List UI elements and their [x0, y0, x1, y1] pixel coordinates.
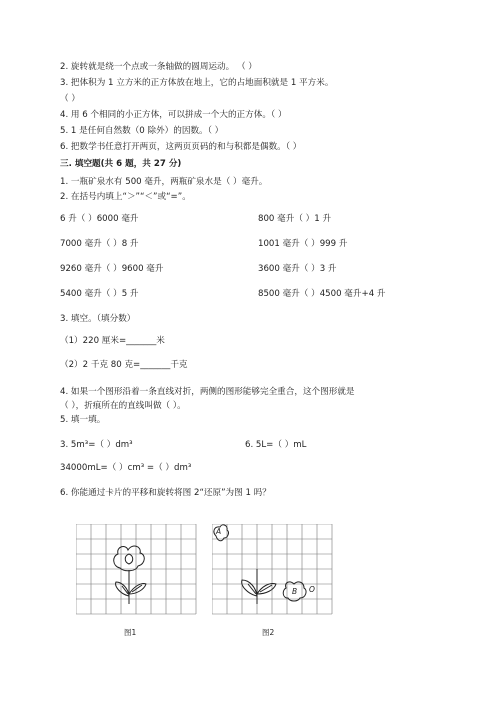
- question-6: 6. 你能通过卡片的平移和旋转将图 2“还原”为图 1 吗？: [60, 488, 271, 498]
- mark-b: B: [292, 587, 298, 596]
- judge-item-3-bracket: （ ）: [60, 94, 80, 104]
- question-1: 1. 一瓶矿泉水有 500 毫升，两瓶矿泉水是（ ）毫升。: [60, 177, 268, 187]
- question-5: 5. 填一填。: [60, 415, 106, 425]
- question-4-line2: （ ），折痕所在的直线叫做（ ）。: [60, 401, 186, 411]
- question-3: 3. 填空。（填分数）: [60, 314, 136, 324]
- figure-2-caption: 图2: [262, 628, 275, 637]
- judge-item-2: 2. 旋转就是绕一个点或一条轴做的圆周运动。 （ ）: [60, 62, 257, 72]
- q5-row1a: 3. 5m³=（ ）dm³: [60, 440, 133, 450]
- mark-a: A: [216, 527, 222, 536]
- compare-3a: 9260 毫升（ ）9600 毫升: [60, 264, 164, 274]
- question-3-a: （1）220 厘米=_______米: [60, 336, 165, 346]
- figure-1: [76, 524, 200, 624]
- judge-item-6: 6. 把数学书任意打开两页，这两页页码的和与积都是偶数。（ ）: [60, 142, 302, 152]
- compare-2a: 7000 毫升（ ）8 升: [60, 239, 139, 249]
- judge-item-3: 3. 把体积为 1 立方米的正方体放在地上，它的占地面积就是 1 平方米。: [60, 78, 334, 88]
- section-title: 三. 填空题(共 6 题，共 27 分): [60, 159, 182, 169]
- compare-3b: 3600 毫升（ ）3 升: [258, 264, 337, 274]
- question-4-line1: 4. 如果一个图形沿着一条直线对折，两侧的图形能够完全重合，这个图形就是: [60, 387, 355, 397]
- compare-4a: 5400 毫升（ ）5 升: [60, 289, 139, 299]
- compare-1a: 6 升（ ）6000 毫升: [60, 214, 139, 224]
- mark-o: O: [309, 585, 315, 594]
- figure-2: [212, 524, 336, 624]
- flower-drawing: [114, 546, 146, 604]
- figure-2-grid: [212, 524, 332, 614]
- compare-1b: 800 毫升（ ）1 升: [258, 214, 332, 224]
- compare-4b: 8500 毫升（ ）4500 毫升+4 升: [258, 289, 386, 299]
- judge-item-4: 4. 用 6 个相同的小正方体，可以拼成一个大的正方体。（ ）: [60, 110, 287, 120]
- q5-row1b: 6. 5L=（ ）mL: [245, 440, 307, 450]
- q5-row2a: 34000mL=（ ）cm³ =（ ）dm³: [60, 463, 192, 473]
- figure-1-caption: 图1: [124, 628, 137, 637]
- compare-2b: 1001 毫升（ ）999 升: [258, 239, 348, 249]
- question-3-b: （2）2 千克 80 克=_______千克: [60, 360, 188, 370]
- judge-item-5: 5. 1 是任何自然数（0 除外）的因数。（ ）: [60, 126, 224, 136]
- question-2: 2. 在括号内填上“＞”“＜”或“=”。: [60, 192, 191, 202]
